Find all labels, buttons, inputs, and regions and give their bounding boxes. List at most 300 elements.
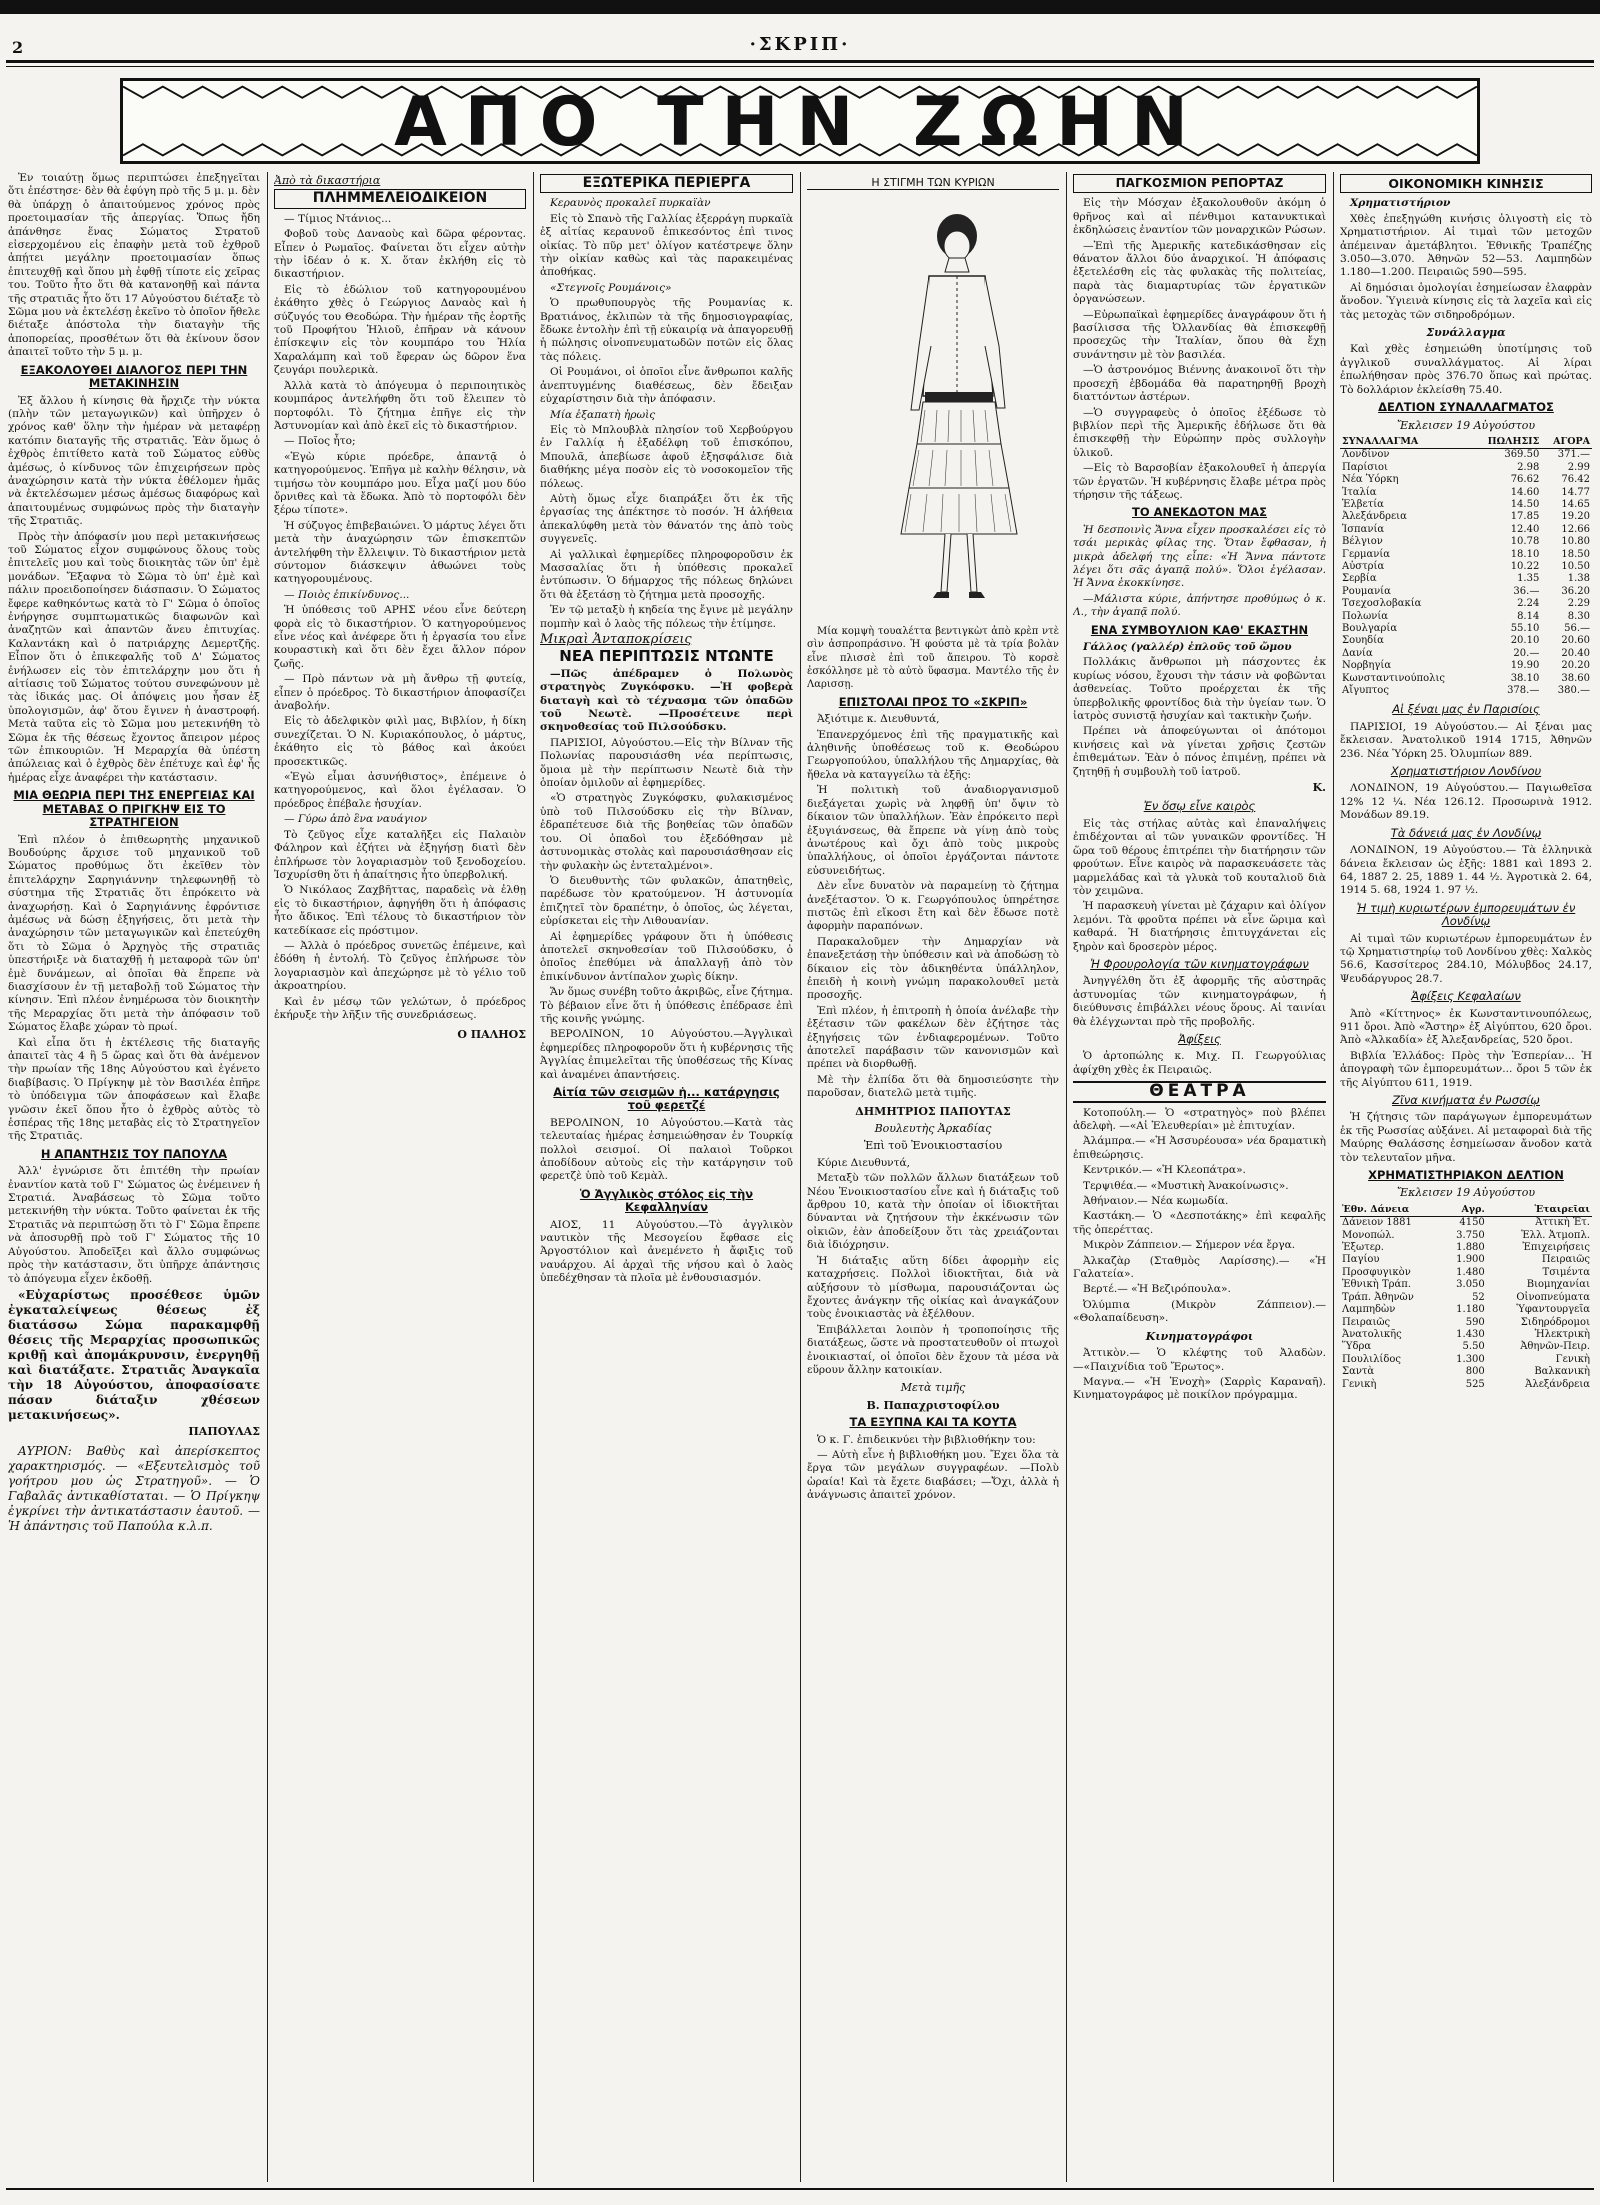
- article-subheading: — Ποιὸς ἐπικίνδυνος...: [284, 588, 410, 601]
- column-divider: [267, 172, 268, 2182]
- table-header-row: [1340, 436, 1592, 449]
- article-subheading: Συνάλλαγμα: [1426, 326, 1506, 340]
- article-paragraph: Ἡ διάταξις αὕτη δίδει ἀφορμὴν εἰς καταχρήσεις. Πολλοὶ ἰδιοκτῆται, διὰ νὰ αὐξήσουν τὸ μίσθωμα, παρουσιάζονται ὡς ἔχοντες ἀνάγκην τῆς οἰκίας καὶ ἀναγκάζουν τοὺς ἐνοικιαστὰς νὰ ἐξέλθουν.: [807, 1254, 1059, 1321]
- article-paragraph: Εἰς τὸ ἀδελφικὸν φιλὶ μας, Βιβλίον, ἡ δίκη συνεχίζεται. Ὁ Ν. Κυριακόπουλος, ὁ μάρτυς, ἐκάθητο εἰς τὸ βάθος καὶ ἀκούει προσεκτικῶς.: [274, 715, 526, 768]
- listing-entry: Ἀθήναιον.— Νέα κωμωδία.: [1083, 1195, 1229, 1208]
- table-cell: Πειραιῶς: [1342, 1316, 1391, 1328]
- table-row: [1340, 524, 1592, 536]
- article-subheading: Κεραυνὸς προκαλεῖ πυρκαϊὰν: [550, 197, 711, 210]
- table-cell: Ἀττικὴ Ἑτ.: [1535, 1217, 1590, 1229]
- table-cell: 10.22: [1510, 560, 1540, 572]
- table-row: [1340, 648, 1592, 660]
- table-cell: 8.30: [1567, 610, 1590, 622]
- listing-entry: Ὀλύμπια (Μικρὸν Ζάππειον).— «Θολαπαίδευση».: [1073, 1298, 1326, 1325]
- listing-entry: Καστάκη.— Ὁ «Δεσποτάκης» ἐπὶ κεφαλῆς τῆς ὀπερέττας.: [1073, 1210, 1326, 1236]
- signature: ΔΗΜΗΤΡΙΟΣ ΠΑΠΟΥΤΑΣ: [855, 1104, 1011, 1118]
- column-title: ΠΑΓΚΟΣΜΙΟΝ ΡΕΠΟΡΤΑΖ: [1073, 174, 1326, 193]
- table-cell: Ἠλεκτρικὴ: [1534, 1328, 1590, 1340]
- article-paragraph: — Αὐτὴ εἶνε ἡ βιβλιοθήκη μου. Ἔχει ὅλα τὰ ἔργα τῶν μεγάλων συγγραφέων. —Πολὺ ὡραία! Καὶ τὰ ἔχετε διαβάσει; —Ὄχι, ἀλλὰ ἡ ἀνάγνωσις ἀπαιτεῖ χρόνον.: [807, 1448, 1059, 1502]
- article-paragraph: Ἐν τῷ μεταξὺ ἡ κηδεία της ἔγινε μὲ μεγάλην πομπὴν καὶ ὁ λαὸς τῆς πόλεως τὴν ἐτίμησε.: [540, 604, 793, 630]
- signature: ΠΑΠΟΥΛΑΣ: [188, 1424, 260, 1438]
- table-cell: Δάνειον 1881: [1342, 1217, 1412, 1229]
- table-row: [1340, 1230, 1592, 1242]
- article-paragraph: Ἀπὸ «Κίττηνος» ἐκ Κωνσταντινουπόλεως, 911 ὄροι. Ἀπὸ «Ἄστηρ» ἐξ Αἰγύπτου, 620 ὄροι. Ἀπὸ «Ἀλκαδία» ἐξ Ἀλεξανδρείας, 520 ὄροι.: [1340, 1007, 1592, 1047]
- article-paragraph: —Μάλιστα κύριε, ἀπήντησε προθύμως ὁ κ. Λ., τὴν ἀγαπᾷ πολύ.: [1073, 592, 1326, 619]
- article-paragraph: —Εὐρωπαϊκαὶ ἐφημερίδες ἀναγράφουν ὅτι ἡ βασίλισσα τῆς Ὀλλανδίας θὰ ἐπισκεφθῇ προσεχῶς τὴν Ἰταλίαν, ὅπου θὰ ἔχῃ συνάντησιν μὲ τὸν βασιλέα.: [1073, 308, 1326, 361]
- table-cell: 55.10: [1510, 623, 1540, 634]
- article-subheading: Ἐν ὅσῳ εἶνε καιρὸς: [1143, 799, 1256, 814]
- article-paragraph: Ἐξ ἄλλου ἡ κίνησις θὰ ἤρχιζε τὴν νύκτα (πλὴν τῶν μεταγωγικῶν) καὶ ὑπῆρχεν ὁ χρόνος καθ' ὅλην τὴν ἡμέραν νὰ μεταφέρῃ κατόπιν διαταγῆς τῆς στρατιᾶς. Ἐὰν ὅμως ὁ ἐχθρὸς ἐπιτίθετο κατὰ τοῦ Σώματος εὐθὺς ἀμέσως, ὁ κίνδυνος τῶν ἐπιχειρήσεων πρὸς ἀναχώρησιν κατὰ τὴν νύκτα ἐθέλομεν ἡμᾶς νὰ ἐκτελέσωμεν μέσως ἀμέσως διαφόρως καὶ ἀπαιτουμένως συμφώνως πρὸς τὴν διαταγὴν τῆς Στρατιᾶς.: [8, 394, 260, 528]
- article-paragraph: ΛΟΝΔΙΝΟΝ, 19 Αὐγούστου.— Τὰ ἑλληνικὰ δάνεια ἔκλεισαν ὡς ἑξῆς: 1881 καὶ 1893 2. 64, 1887 2. 25, 1889 1. 44 ½. Ἀγροτικὰ 2. 64, 1914 5. 68, 1924 1. 97 ½.: [1340, 844, 1592, 897]
- article-paragraph: Μεταξὺ τῶν πολλῶν ἄλλων διατάξεων τοῦ Νέου Ἐνοικιοστασίου εἶνε καὶ ἡ διάταξις τοῦ ἄρθρου 10, κατὰ τὴν ὁποίαν οἱ ἰδιοκτῆται δύνανται νὰ ζητήσουν τὴν ἐκκένωσιν τῶν οἰκιῶν, ἐὰν ἀποδείξουν ὅτι τὰς χρειάζονται διὰ ἰδιόχρησιν.: [807, 1172, 1059, 1252]
- article-subheading: «Στεγνοῖς Ρουμάνοις»: [550, 281, 672, 294]
- section-kicker: Ἀπὸ τὰ δικαστήρια: [274, 174, 381, 187]
- stock-table-title: ΧΡΗΜΑΤΙΣΤΗΡΙΑΚΟΝ ΔΕΛΤΙΟΝ: [1368, 1168, 1564, 1183]
- column-2-court-reports: [274, 172, 526, 2182]
- table-row: [1340, 1354, 1592, 1366]
- article-subheading: ΕΠΙΣΤΟΛΑΙ ΠΡΟΣ ΤΟ «ΣΚΡΙΠ»: [838, 694, 1028, 709]
- table-cell: 2.24: [1517, 598, 1540, 610]
- article-paragraph: — Ποῖος ἦτο;: [284, 435, 356, 448]
- table-cell: Ὑφαντουργεῖα: [1516, 1304, 1590, 1316]
- header-rule-thin: [6, 66, 1594, 67]
- article-subheading: ΜΙΑ ΘΕΩΡΙΑ ΠΕΡΙ ΤΗΣ ΕΝΕΡΓΕΙΑΣ ΚΑΙ ΜΕΤΑΒΑΣ Ο ΠΡΙΓΚΗΨ ΕΙΣ ΤΟ ΣΤΡΑΤΗΓΕΙΟΝ: [13, 788, 255, 830]
- table-cell: 1.880: [1456, 1242, 1485, 1254]
- article-paragraph: Εἰς τὰς στήλας αὐτὰς καὶ ἐπαναλήψεις ἐπιδέχονται αἱ τῶν γυναικῶν φροντίδες. Ἡ ὥρα τοῦ θέρους ἐπιτρέπει τὴν διατήρησιν τῶν φρούτων. Εἶνε καιρὸς νὰ παρασκευάσετε τὰς μαρμελάδας καὶ τὰ γλυκὰ τοῦ κουταλιοῦ διὰ τὸν χειμῶνα.: [1073, 817, 1326, 897]
- article-paragraph: Ὁ Νικόλαος Ζαχβῆττας, παραδεὶς νὰ ἐλθῃ εἰς τὸ δικαστήριον, ἀφηγήθη ὅτι ἡ ἀπόφασις ἦτο ἄδικος. Ἐπὶ τέλους τὸ δικαστήριον τὸν κατεδίκασε εἰς πρόστιμον.: [274, 884, 526, 937]
- table-row: [1340, 1254, 1592, 1266]
- table-row: [1340, 449, 1592, 462]
- article-subheading: Ἡ Φρουρολογία τῶν κινηματογράφων: [1090, 956, 1309, 971]
- table-header-cell: ΣΥΝΑΛΛΑΓΜΑ: [1340, 436, 1472, 449]
- article-lead: —Πῶς ἀπέδραμεν ὁ Πολωνὸς στρατηγὸς Ζυγκόφσκυ. —Ἡ φοβερὰ διαταγὴ καὶ τὸ τέχνασμα τῶν ὁπαδῶν τοῦ Νεωτὲ. —Προσέτεινε περὶ σκηνοθεσίας τοῦ Πιλσούδσκυ.: [540, 667, 793, 734]
- table-cell: Ἰσπανία: [1342, 523, 1385, 535]
- listing-entry: Κεντρικόν.— «Ἡ Κλεοπάτρα».: [1083, 1164, 1246, 1177]
- listing-entry: Μαγνα.— «Ἡ Ἐνοχὴ» (Σαρρὶς Καραναῆ). Κινηματογράφος μὲ ποικίλον πρόγραμμα.: [1073, 1375, 1326, 1402]
- table-cell: Ἐξωτερ.: [1342, 1242, 1384, 1254]
- tomorrow-teaser: ΑΥΡΙΟΝ: Βαθὺς καὶ ἀπερίσκεπτος χαρακτηρισμός. — «Εξευτελισμὸς τοῦ γοήτρου μου ὡς Στρατηγοῦ». — Ὁ Γαβαλᾶς ἀντικαθίσταται. — Ὁ Πρίγκηψ ἐγκρίνει τὴν ἀντικατάστασιν ἑαυτοῦ. — Ἡ ἀπάντησις τοῦ Παπούλα κ.λ.π.: [8, 1444, 260, 1534]
- table-cell: Ἀλεξάνδρεια: [1525, 1378, 1590, 1390]
- article-subheading: Αἱ ξέναι μας ἐν Παρισίοις: [1392, 702, 1540, 717]
- article-paragraph: Φοβοῦ τοὺς Δαναοὺς καὶ δῶρα φέροντας. Εἶπεν ὁ Ρωμαῖος. Φαίνεται ὅτι εἶχεν αὐτὴν τὴν ἰδέαν ὁ κ. Χ. ὅταν ἐκλήθη εἰς τὸ δικαστήριον.: [274, 228, 526, 281]
- table-row: [1340, 623, 1592, 635]
- signature: Ο ΠΑΛΗΟΣ: [457, 1028, 526, 1042]
- table-cell: 38.60: [1561, 672, 1590, 684]
- table-cell: 1.180: [1456, 1304, 1485, 1316]
- table-row: [1340, 685, 1592, 697]
- footer-rule: [6, 2188, 1594, 2190]
- table-cell: Δανία: [1342, 647, 1373, 659]
- article-paragraph: — Τίμιος Ντάνιος...: [284, 212, 392, 225]
- article-subheading: ΕΝΑ ΣΥΜΒΟΥΛΙΟΝ ΚΑΘ' ΕΚΑΣΤΗΝ: [1090, 622, 1309, 637]
- article-paragraph: ΛΟΝΔΙΝΟΝ, 19 Αὐγούστου.— Παγιωθεῖσα 12% 12 ¼. Νέα 126.12. Προσωρινὰ 1912. Μονάδων 89.19.: [1340, 782, 1592, 822]
- article-paragraph: Εἰς τὸ Μπλουβλὰ πλησίον τοῦ Χερβούργου ἐν Γαλλίᾳ ἡ ἐξαδέλφη τοῦ ἐπισκόπου, Μπουλᾶ, ἀπεβίωσε ἀφοῦ ἐξησφάλισε διὰ διαθήκης μέγα ποσὸν εἰς τὸ νοσοκομεῖον τῆς πόλεως.: [540, 423, 793, 490]
- article-subheading: Ὁ Ἀγγλικὸς στόλος εἰς τὴν Κεφαλληνίαν: [579, 1186, 754, 1215]
- table-cell: 20.20: [1561, 660, 1590, 672]
- table-row: [1340, 635, 1592, 647]
- article-subheading: Ἀφίξεις Κεφαλαίων: [1411, 989, 1521, 1004]
- article-paragraph: Ὁ κ. Γ. ἐπιδεικνύει τὴν βιβλιοθήκην του:: [817, 1433, 1036, 1446]
- column-1-papoulas-memoir: [8, 172, 260, 2182]
- table-cell: 18.50: [1561, 548, 1590, 560]
- table-cell: Βαλκανικὴ: [1534, 1366, 1590, 1378]
- listing-entry: Κοτοπούλη.— Ὁ «στρατηγὸς» ποὺ βλέπει ἀδελφὴ. —«Αἱ Ἐλευθερίαι» μὲ ἐπιτυχίαν.: [1073, 1106, 1326, 1132]
- table-cell: Αὐστρία: [1342, 560, 1385, 572]
- column-5-world-report: [1073, 172, 1326, 2182]
- table-row: [1340, 1279, 1592, 1291]
- article-subheading: ΕΞΑΚΟΛΟΥΘΕΙ ΔΙΑΛΟΓΟΣ ΠΕΡΙ ΤΗΝ ΜΕΤΑΚΙΝΗΣΙΝ: [20, 362, 248, 391]
- table-cell: Γερμανία: [1342, 548, 1391, 560]
- table-cell: Πουλιλίδος: [1342, 1353, 1401, 1365]
- article-paragraph: ΒΕΡΟΛΙΝΟΝ, 10 Αὐγούστου.—Κατὰ τὰς τελευταίας ἡμέρας ἐσημειώθησαν ἐν Τουρκίᾳ πολλοὶ σεισμοί. Οἱ παλαιοὶ Τοῦρκοι ἀποδίδουν αὐτοὺς εἰς τὴν κατάργησιν τοῦ φερετζὲ ὑπὸ τοῦ Κεμὰλ.: [540, 1116, 793, 1183]
- table-cell: 1.430: [1456, 1328, 1485, 1340]
- article-paragraph: Ἀλλὰ κατὰ τὸ ἀπόγευμα ὁ περιποιητικὸς κουμπάρος ἀντελήφθη ὅτι τοῦ ἔλειπεν τὸ πορτοφόλι. Τὸ ζήτημα ἐπῆγε εἰς τὴν Ἀστυνομίαν καὶ ἀπὸ ἐκεῖ εἰς τὸ δικαστήριον.: [274, 379, 526, 432]
- column-title: Η ΣΤΙΓΜΗ ΤΩΝ ΚΥΡΙΩΝ: [807, 176, 1059, 190]
- table-cell: 14.65: [1561, 498, 1590, 510]
- page-number: 2: [12, 38, 24, 57]
- table-cell: 20.40: [1561, 647, 1590, 659]
- article-subheading: Αἰτία τῶν σεισμῶν ἡ... κατάργησις τοῦ φερετζέ: [553, 1085, 780, 1113]
- article-paragraph: Ἀλλ' ἐγνώρισε ὅτι ἐπιτέθη τὴν πρωίαν ἐναντίον κατὰ τοῦ Γ' Σώματος ὡς ἐνέμεινεν ἡ Στρατιά. Ἀναβάσεως τὸ Σῶμα τοῦτο μετεκινήθη τὴν νύκτα. Τοῦτο φαίνεται ἐκ τῆς Στρατιᾶς νὰ περιπτώσῃ ὅτι τὸ Γ' Σῶμα ἔπρεπε νὰ ἀποσυρθῇ πρὸ τοῦ Γ' Σώματος τῆς 10 Αὐγούστου. Ἀποδεῖξει καὶ ἄλλο συμφώνως πρὸς τὴν κατάστασιν, ὅτι ὑπῆρχε ἀπάντησις τὸ ἀπόγευμα εἶχεν ἐκδοθῇ.: [8, 1165, 260, 1285]
- column-title: ΟΙΚΟΝΟΜΙΚΗ ΚΙΝΗΣΙΣ: [1340, 174, 1592, 193]
- article-paragraph: «Ἐγὼ κύριε πρόεδρε, ἀπαντᾷ ὁ κατηγορούμενος. Ἐπῆγα μὲ καλὴν θέλησιν, νὰ τιμήσω τὸν κουμπάρο μου. Εἶχα μαζί μου δύο ὄρνιθες καὶ τὰ ἔδωκα. Ἀπὸ τὸ πορτοφόλι δὲν ξέρω τίποτε».: [274, 450, 526, 517]
- table-cell: Σαντὰ: [1342, 1366, 1375, 1378]
- table-cell: 38.10: [1510, 672, 1540, 684]
- table-cell: 17.85: [1510, 511, 1540, 523]
- article-paragraph: Παρακαλοῦμεν τὴν Δημαρχίαν νὰ ἐπανεξετάσῃ τὴν ὑπόθεσιν καὶ νὰ ἀποδώσῃ τὸ δίκαιον εἰς τὸν ἀδικηθέντα ὑπάλληλον, ἐπειδὴ ἡ κοινὴ γνώμη παρακολουθεῖ μετὰ προσοχῆς.: [807, 935, 1059, 1002]
- table-cell: Ρουμανία: [1342, 585, 1391, 597]
- table-row: [1340, 1341, 1592, 1353]
- exchange-table-title: ΔΕΛΤΙΟΝ ΣΥΝΑΛΛΑΓΜΑΤΟΣ: [1378, 400, 1554, 415]
- table-cell: 2.29: [1567, 598, 1590, 610]
- article-subheading: Χρηματιστήριον: [1350, 197, 1451, 210]
- article-paragraph: Εἰς τὸ Σπανὸ τῆς Γαλλίας ἐξερράγη πυρκαϊὰ ἐξ αἰτίας κεραυνοῦ ἐπικεσόντος ἐπὶ τινος οἰκίας. Τὸ πῦρ μετ' ὀλίγον κατέστρεψε ὅλην τὴν οἰκίαν καθὼς καὶ τὰς παρακειμένας ἀποθήκας.: [540, 212, 793, 279]
- article-paragraph: Καὶ ἐν μέσῳ τῶν γελώτων, ὁ πρόεδρος ἐκήρυξε τὴν λῆξιν τῆς συνεδριάσεως.: [274, 995, 526, 1021]
- table-cell: 14.50: [1510, 498, 1540, 510]
- table-cell: Μονοπώλ.: [1342, 1229, 1395, 1241]
- article-paragraph: Ἐν τοιαύτῃ ὅμως περιπτώσει ἐπεξηγεῖται ὅτι ἐπέστησε· δὲν θὰ ἐφύγη πρὸ τῆς 5 μ. μ. δὲν θὰ ὑπάρχῃ ὁ ἀπαιτούμενος χρόνος πρὸς προετοιμασίαν τῆς ἀπεργίας. Ὅπως ἤδη ἀπάνθησε ἕνας Σώματος Στρατοῦ εἰσερχομένου εἰς ἐπαφὴν μετὰ τοῦ ἐχθροῦ ἀπῄτει μεγάλην προετοιμασίαν ὅπως ἐπιτευχθῇ καὶ ὅπου μὴ ἐφθῇ τίποτε εἰς χεῖρας του. Τοῦτο ἦτο ὅτι θὰ κατανοηθῇ καὶ πάντα τῆς στρατιᾶς ἦτο ὅτι 17 Αὐγούστου διέταξε τὸ Σῶμα μου νὰ ἐκτελέσῃ ἐκεῖνο τὸ ὁποῖον ἤθελε διέταξε ἀπόστολα τὴν διαταγὴν τῆς ἀποπορείας, προσθέτων ὅτι θὰ ἐκίνουν ὅσον ἀπαιτεῖ τοῦτο τὴν 5 μ. μ.: [8, 172, 260, 359]
- table-cell: 4150: [1459, 1217, 1485, 1229]
- article-paragraph: Ἐπὶ πλέον ὁ ἐπιθεωρητὴς μηχανικοῦ Βουδούρης ἄρχισε τοῦ μηχανικοῦ τοῦ Σώματος προθύμως ὅτι ἐκεῖθεν τὸν ἐπιτελάρχην Σαρηγιάννην τηλεφωνηθῇ τὸ σύστημα τῆς Στρατιᾶς ὅτι ἐπρόκειτο νὰ ἀναχωρήσῃ. Καὶ ὁ Σαρηγιάννης ἐφρόντισε ἀμέσως νὰ δώσῃ ἐξηγήσεις, ὅτι μετὰ τὴν ἀναχώρησιν τῶν μεταγωγικῶν καὶ ἐπετεύχθη ὅτι τὸ Σῶμα ὁ Ἀρχηγὸς τῆς στρατιᾶς ὑπεστήριξε νὰ διαταχθῇ ἡ μεταφορὰ τῶν ὑπ' ἐμὲ δυνάμεων, αἱ ὁποῖαι θὰ ἔπρεπε νὰ διασχίσουν ἐν τῇ μεταβολῇ τοῦ Σώματος τὴν κίνησιν. Ἐπὶ πλέον ἐνημέρωσα τὸν διοικητὴν τῆς Μεραρχίας ὅτι μετὰ τὴν ἀπόφασιν τοῦ Σώματος ἔλαβε χώραν τὸ πρωί.: [8, 833, 260, 1034]
- article-paragraph: Ἐπὶ πλέον, ἡ ἐπιτροπὴ ἡ ὁποία ἀνέλαβε τὴν ἐξέτασιν τῶν φακέλων δὲν ἐζήτησε τὰς ἐξηγήσεις τῶν ἐνδιαφερομένων. Τοῦτο ἀποτελεῖ παράβασιν τῶν κανονισμῶν καὶ πρέπει νὰ διορθωθῇ.: [807, 1004, 1059, 1071]
- table-cell: 14.77: [1561, 486, 1590, 498]
- paper-name: ·ΣΚΡΙΠ·: [749, 34, 851, 55]
- table-cell: Βέλγιον: [1342, 536, 1383, 548]
- table-cell: 19.20: [1561, 511, 1590, 523]
- article-paragraph: Ἀνηγγέλθη ὅτι ἐξ ἀφορμῆς τῆς αὐστηρᾶς ἀστυνομίας τῶν κινηματογράφων, ἡ διεύθυνσις ἐπιβάλλει νέους ὅρους. Αἱ ταινίαι θὰ ἐλέγχωνται πρὸ τῆς προβολῆς.: [1073, 975, 1326, 1028]
- table-cell: 76.42: [1561, 474, 1590, 486]
- article-paragraph: Αἱ τιμαὶ τῶν κυριωτέρων ἐμπορευμάτων ἐν τῷ Χρηματιστηρίῳ τοῦ Λονδίνου χθὲς: Χαλκὸς 56.6, Κασσίτερος 284.10, Μόλυβδος 24.17, Ψευδάργυρος 28.7.: [1340, 932, 1592, 985]
- table-cell: Παρίσιοι: [1342, 461, 1388, 473]
- table-cell: Βουλγαρία: [1342, 623, 1398, 634]
- article-paragraph: «Ἐγὼ εἶμαι ἀσυνήθιστος», ἐπέμεινε ὁ κατηγορούμενος, καὶ ὅλοι ἐγέλασαν. Ὁ πρόεδρος ἐπέβαλε ἡσυχίαν.: [274, 771, 526, 810]
- table-cell: Ἐπιχειρήσεις: [1522, 1242, 1590, 1254]
- article-paragraph: Πρέπει νὰ ἀποφεύγωνται οἱ ἀπότομοι κινήσεις καὶ νὰ γίνεται χρῆσις ζεστῶν ἐπιθεμάτων. Ἐὰν ὁ πόνος ἐπιμένῃ, πρέπει νὰ ζητηθῇ ἡ συμβουλὴ τοῦ ἰατροῦ.: [1073, 725, 1326, 778]
- table-cell: Τσιμέντα: [1542, 1266, 1590, 1278]
- article-subheading: — Γύρω ἀπὸ ἓνα ναυάγιον: [284, 813, 427, 826]
- article-subheading: Χρηματιστήριον Λονδίνου: [1390, 764, 1542, 779]
- cinemas-heading: Κινηματογράφοι: [1145, 1329, 1254, 1343]
- article-paragraph: — Ἀλλὰ ὁ πρόεδρος συνετῶς ἐπέμεινε, καὶ ἐδόθη ἡ ἐντολή. Τὸ ζεῦγος ἐπλήρωσε τὸν λογαριασμὸν καὶ ἀπεχώρησε μὲ τὸ γέλιο τοῦ ἀκροατηρίου.: [274, 939, 526, 993]
- table-row: [1340, 536, 1592, 548]
- column-divider: [533, 172, 534, 2182]
- table-cell: Σουηδία: [1342, 635, 1384, 647]
- column-divider: [800, 172, 801, 2182]
- signature: Β. Παπαχριστοφίλου: [866, 1398, 1000, 1412]
- table-cell: Γενικὴ: [1555, 1353, 1590, 1365]
- table-cell: Αἴγυπτος: [1342, 685, 1389, 697]
- article-paragraph: «Ὁ στρατηγὸς Ζυγκόφσκυ, φυλακισμένος ὑπὸ τοῦ Πιλσούδσκυ εἰς τὴν Βίλναν, ἐδραπέτευσε διὰ τῆς βοηθείας τῶν ὀπαδῶν του. Οἱ ὀπαδοὶ του ἐξεδόθησαν μὲ ἀστυνομικὰς στολὰς καὶ παρουσιάσθησαν εἰς τὴν φυλακὴν ὡς ἐντεταλμένοι».: [540, 792, 793, 872]
- table-cell: 8.14: [1517, 610, 1540, 622]
- article-paragraph: —Ὁ ἀστρονόμος Βιέννης ἀνακοινοῖ ὅτι τὴν προσεχῆ ἑβδομάδα θὰ παρατηρηθῇ βροχὴ διαττόντων ἀστέρων.: [1073, 364, 1326, 404]
- table-cell: 56.—: [1564, 623, 1590, 634]
- table-cell: Τράπ. Ἀθηνῶν: [1342, 1291, 1414, 1303]
- article-paragraph: Ὁ πρωθυπουργὸς τῆς Ρουμανίας κ. Βρατιάνος, ἐκλιπὼν τὰ τῆς δημοσιογραφίας, ἔδωκε ἐντολὴν ἐπὶ τῇ εὐκαιρίᾳ νὰ ἀπαγορευθῇ ἡ πώλησις οἰνοπνευματωδῶν ποτῶν εἰς ὅλας τὰς πόλεις.: [540, 297, 793, 363]
- table-row: [1340, 511, 1592, 523]
- table-cell: Σερβία: [1342, 573, 1377, 585]
- column-title: ΠΛΗΜΜΕΛΕΙΟΔΙΚΕΙΟΝ: [274, 189, 526, 208]
- article-subheading: Η ΑΠΑΝΤΗΣΙΣ ΤΟΥ ΠΑΠΟΥΛΑ: [40, 1146, 228, 1161]
- table-row: [1340, 462, 1592, 474]
- article-paragraph: —Εἰς τὸ Βαρσοβίαν ἐξακολουθεῖ ἡ ἀπεργία τῶν ἐργατῶν. Ἡ κυβέρνησις ἔλαβε μέτρα πρὸς τήρησιν τῆς τάξεως.: [1073, 462, 1326, 501]
- table-cell: Ἑλλ. Ἀτμοπλ.: [1521, 1229, 1590, 1241]
- article-paragraph: Ἄν ὅμως συνέβη τοῦτο ἀκριβῶς, εἶνε ζήτημα. Τὸ βέβαιον εἶνε ὅτι ἡ ὑπόθεσις ἐπέδρασε ἐπὶ τῆς κοινῆς γνώμης.: [540, 986, 793, 1025]
- table-header-cell: ΑΓΟΡΑ: [1541, 436, 1592, 449]
- article-paragraph: —Ὁ συγγραφεὺς ὁ ὁποῖος ἐξέδωσε τὸ βιβλίον περὶ τῆς Ἀμερικῆς ἐδήλωσε ὅτι θὰ ἐπισκεφθῇ τὴν Εὐρώπην πρὸς συλλογὴν ὑλικοῦ.: [1073, 406, 1326, 459]
- table-header-cell: ΠΩΛΗΣΙΣ: [1472, 436, 1541, 449]
- table-cell: Κωνσταντινούπολις: [1342, 672, 1445, 684]
- listing-entry: Τερψιθέα.— «Μυστικὴ Ἀνακοίνωσις».: [1083, 1179, 1289, 1192]
- table-header-cell: Ἐθν. Δάνεια: [1340, 1204, 1443, 1217]
- table-cell: 371.—: [1557, 449, 1590, 461]
- article-paragraph: Πρὸς τὴν ἀπόφασίν μου περὶ μετακινήσεως τοῦ Σώματος εἶχον συμφώνους ὅλους τοὺς ἐπιτελεῖς μου καὶ τοὺς διοικητὰς τῶν ὑπ' ἐμὲ μονάδων. Ἔξαφνα τὸ Σῶμα τὸ ὑπ' ἐμὲ καὶ πάλιν προειδοποίησεν διάσπασιν. Ὁ Σώματος ἔφερε καθηκόντως κατὰ τὸ Γ' Σῶμα ὁ ὁποῖος ἐνήργησε συμπτωματικῶς διαφωνῶν καὶ ἀναζητῶν καὶ ἀπαντῶν ἄνευ ἐπιτυχίας. Καλαντάκη καὶ ὁ πατριάρχης Δεμερτζῆς. Εἶπον ὅτι ὁ ἐπικεφαλῆς τοῦ Δ' Σώματος ἐνήλωσεν εἰς τὸν ἐπιτελάρχην μου ὅτι ἡ αἰτίασις τοῦ Σώματος τούτου συνεφώνουν μὲ τὰς ἰδικάς μας. Οἱ ἀπόψεις μου ἦσαν ἐξ ὑπολογισμῶν, ἀφ' ὅτου ἔγινεν ἡ ἀναστροφή. Μετὰ ταῦτα εἰς τὸ Σῶμα μου μετεκινήθη τὸ Σῶμα ἐκ τῆς θέσεως ἔχοντος ἄπειρον μέρος τῶν ἐπικουριῶν. Ἡ Μεραρχία θὰ ὑπέστη ἀπώλειας καὶ ὁ ἐχθρὸς δὲν ἐπέτυχε καὶ ἐφ' ἧς ἡμέρας εἶχε ἀναφέρει τὴν κατάστασιν.: [8, 530, 260, 784]
- table-cell: 20.10: [1510, 635, 1540, 647]
- article-subheading: ΤΟ ΑΝΕΚΔΟΤΟΝ ΜΑΣ: [1131, 505, 1268, 520]
- article-paragraph: Αὐτὴ ὅμως εἶχε διαπράξει ὅτι ἐκ τῆς ἐργασίας της ἀπέκτησε τὸ ποσόν. Ἡ ἀλήθεια ἀπεκαλύφθη μετὰ τὸν θάνατόν της ἀπὸ τοὺς συγγενεῖς.: [540, 492, 793, 546]
- listing-entry: Βερτέ.— «Ἡ Βεζιρόπουλα».: [1083, 1283, 1231, 1296]
- table-row: [1340, 474, 1592, 486]
- table-cell: 3.050: [1456, 1279, 1485, 1291]
- table-cell: Πολωνία: [1342, 610, 1388, 622]
- table-row: [1340, 660, 1592, 672]
- table-cell: 14.60: [1510, 486, 1540, 498]
- table-cell: 36.20: [1561, 585, 1590, 597]
- signature-title: Βουλευτὴς Ἀρκαδίας: [874, 1122, 992, 1136]
- table-cell: 2.99: [1567, 461, 1590, 473]
- table-cell: Οἰνοπνεύματα: [1516, 1291, 1590, 1303]
- table-row: [1340, 1267, 1592, 1279]
- column-title: ΕΞΩΤΕΡΙΚΑ ΠΕΡΙΕΡΓΑ: [540, 174, 793, 193]
- article-subheading: Ἐπὶ τοῦ Ἐνοικιοστασίου: [863, 1139, 1003, 1153]
- table-cell: 1.35: [1517, 573, 1540, 585]
- table-header-row: [1340, 1204, 1592, 1217]
- listing-entry: Ἀττικὸν.— Ὁ κλέφτης τοῦ Ἀλαδὼν. —«Παιχνίδια τοῦ Ἔρωτος».: [1073, 1347, 1326, 1373]
- article-paragraph: Αἱ ἐφημερίδες γράφουν ὅτι ἡ ὑπόθεσις ἀποτελεῖ σκηνοθεσίαν τοῦ Πιλσούδσκυ, ὁ ὁποῖος ἐπεθύμει νὰ ἀπαλλαγῇ ἀπὸ τὸν ἐπικίνδυνον ἀντίπαλον χωρὶς δίκην.: [540, 930, 793, 983]
- article-subheading: Μία ἐξαπατὴ ἡρωὶς: [550, 408, 656, 421]
- table-cell: Σιδηρόδρομοι: [1520, 1316, 1590, 1328]
- table-row: [1340, 487, 1592, 499]
- table-cell: 10.80: [1561, 536, 1590, 548]
- article-subheading: Τὰ δάνειά μας ἐν Λονδίνῳ: [1390, 825, 1542, 840]
- article-paragraph: Ἡ παρασκευὴ γίνεται μὲ ζάχαριν καὶ ὀλίγον λεμόνι. Τὰ φροῦτα πρέπει νὰ εἶνε ὥριμα καὶ καθαρά. Ἡ διατήρησις ἐπιτυγχάνεται εἰς ξηρὸν καὶ δροσερὸν μέρος.: [1073, 900, 1326, 953]
- quoted-telegram: «Εὐχαρίστως προσέθεσε ὑμῶν ἐγκαταλείψεως θέσεως ἐξ διατάσσω Σώμα παρακαμφθῇ θέσεις τῆς Μεραρχίας προσωπικῶς κριθῇ καὶ ἀπομάκρυνσιν, ἐνεργηθῇ καὶ διατάξατε. Στρατιᾶς Ἀναγκαῖα τὴν 18 Αὐγούστου, ἀποφασίσατε πάσαν διάταξιν χθέσεων μετακινήσεως».: [8, 1287, 260, 1422]
- table-row: [1340, 1304, 1592, 1316]
- article-paragraph: Πολλάκις ἄνθρωποι μὴ πάσχοντες ἐκ κυρίως νόσου, ἔχουσι τὴν τάσιν νὰ φοβῶνται ἀσθενείας. Τοῦτο προέρχεται ἐκ τῆς ὑπερβολικῆς φροντίδος διὰ τὴν ὑγείαν των. Ὁ ἰατρὸς συνιστᾷ ἡσυχίαν καὶ τακτικὴν ζωήν.: [1073, 656, 1326, 723]
- article-paragraph: Ἀξιότιμε κ. Διευθυντά,: [817, 713, 940, 726]
- table-header-cell: Αγρ.: [1443, 1204, 1487, 1217]
- table-cell: 2.98: [1517, 461, 1540, 473]
- table-cell: Γενικὴ: [1342, 1378, 1377, 1390]
- table-cell: 378.—: [1507, 685, 1540, 697]
- article-paragraph: — Πρὸ πάντων νὰ μὴ ἄνθρω τῇ φυτείᾳ, εἶπεν ὁ πρόεδρος. Τὸ δικαστήριον ἀποφασίζει ἀναβολήν.: [274, 673, 526, 713]
- table-row: [1340, 549, 1592, 561]
- stock-table-date: Ἔκλεισεν 19 Αὐγούστου: [1397, 1186, 1535, 1200]
- article-paragraph: Ἡ ὑπόθεσις τοῦ ΑΡΗΣ νέου εἶνε δεύτερη φορὰ εἰς τὸ δικαστήριον. Ὁ κατηγορούμενος εἶνε νέος καὶ ἀνέφερε ὅτι ἡ ἐργασία του εἶνε κουραστικὴ καὶ ὅτι δὲν ἔχει ἄλλον πόρον ζωῆς.: [274, 604, 526, 670]
- article-paragraph: Ἡ ζήτησις τῶν παράγωγων ἐμπορευμάτων ἐκ τῆς Ρωσσίας αὐξάνει. Αἱ μεταφοραὶ διὰ τῆς Μαύρης Θαλάσσης ἐσημείωσαν ἄνοδον κατὰ τὸν τελευταῖον μῆνα.: [1340, 1111, 1592, 1164]
- article-paragraph: Ἡ δεσποινὶς Ἄννα εἶχεν προσκαλέσει εἰς τὸ τσάι μερικὰς φίλας της. Ὅταν ἔφθασαν, ἡ μικρὰ ἀδελφή της εἶπε: «Ἡ Ἄννα πάντοτε λέγει ὅτι σᾶς ἀγαπᾷ πολύ». Ὅλοι ἐγέλασαν. Ἡ Ἄννα ἐκοκκίνησε.: [1073, 523, 1326, 590]
- signature: Κ.: [1312, 781, 1326, 795]
- table-row: [1340, 1366, 1592, 1378]
- article-paragraph: Μὲ τὴν ἐλπίδα ὅτι θὰ δημοσιεύσητε τὴν παροῦσαν, διατελῶ μετὰ τιμῆς.: [807, 1073, 1059, 1100]
- table-row: [1340, 499, 1592, 511]
- top-black-bar: [0, 0, 1600, 14]
- table-row: [1340, 1217, 1592, 1230]
- article-paragraph: Ὁ ἀρτοπώλης κ. Μιχ. Π. Γεωργούλιας ἀφίχθη χθὲς ἐκ Πειραιῶς.: [1073, 1050, 1326, 1076]
- article-paragraph: Οἱ Ρουμάνοι, οἱ ὁποῖοι εἶνε ἄνθρωποι καλῆς ἀνεπτυγμένης διαθέσεως, δὲν ἔδειξαν εὐχαρίστησιν διὰ τὴν ἀπόφασιν.: [540, 366, 793, 406]
- banner-title: ΑΠΟ ΤΗΝ ΖΩΗΝ: [394, 83, 1206, 162]
- table-row: [1340, 673, 1592, 685]
- listing-entry: Μικρὸν Ζάππειον.— Σήμερον νέα ἔργα.: [1083, 1239, 1296, 1252]
- section-banner: [120, 78, 1480, 164]
- table-cell: 1.300: [1456, 1353, 1485, 1365]
- theatres-heading: ΘΕΑΤΡΑ: [1073, 1081, 1326, 1102]
- table-cell: Ἐθνικὴ Τράπ.: [1342, 1279, 1412, 1291]
- table-cell: Βιομηχανίαι: [1526, 1279, 1590, 1291]
- column-4-fashion-letters: [807, 172, 1059, 2182]
- article-paragraph: Αἱ γαλλικαὶ ἐφημερίδες πληροφοροῦσιν ἐκ Μασσαλίας ὅτι ἡ ὑπόθεσις προκαλεῖ ἐντύπωσιν. Ὁ δήμαρχος τῆς πόλεως δηλώνει ὅτι θὰ ἐξετάσῃ τὸ ζήτημα μετὰ προσοχῆς.: [540, 548, 793, 601]
- article-paragraph: Αἱ δημόσιαι ὁμολογίαι ἐσημείωσαν ἐλαφρὰν ἄνοδον. Ὑγιεινὰ κίνησις εἰς τὰ λαχεῖα καὶ εἰς τὰς μετοχὰς τῶν σιδηροδρόμων.: [1340, 281, 1592, 321]
- table-cell: 20.60: [1561, 635, 1590, 647]
- fashion-caption: Μία κομψὴ τουαλέττα βεντιγκὼτ ἀπὸ κρὲπ ντὲ σὶν ἀσπροπράσινο. Ἡ φούστα μὲ τὰ τρία βολὰν εἶνε πλισσὲ ἐπὶ τοῦ ἄπειρου. Τὸ κορσὲ ἐσκόλλησε μὲ τὸ αὐτὸ ὕφασμα. Μαντέλο τῆς ἐν Λαρισσῃ.: [807, 625, 1059, 691]
- column-3-foreign-news: [540, 172, 793, 2182]
- table-cell: 12.40: [1510, 523, 1540, 535]
- article-subheading: Γάλλος (γαλλέρ) ἐπλοῦς τοῦ ὤμου: [1083, 641, 1292, 653]
- column-6-economy: [1340, 172, 1592, 2182]
- table-row: [1340, 1379, 1592, 1391]
- article-paragraph: ΠΑΡΙΣΙΟΙ, Αὐγούστου.—Εἰς τὴν Βίλναν τῆς Πολωνίας παρουσιάσθη νέα περίπτωσις, ὅμοια μὲ τὴν περίπτωσιν Νεωτὲ διὰ τὴν ὁποίαν ὁμιλοῦν αἱ ἐφημερίδες.: [540, 736, 793, 790]
- table-cell: Ὕδρα: [1342, 1341, 1372, 1353]
- table-cell: 590: [1465, 1316, 1485, 1328]
- article-paragraph: Καὶ χθὲς ἐσημειώθη ὑποτίμησις τοῦ ἀγγλικοῦ συναλλάγματος. Αἱ λίραι ἐπωλήθησαν πρὸς 376.70 ὅπως καὶ πρώτας. Τὸ δολλάριον ἐκλείσθη 75.40.: [1340, 343, 1592, 396]
- article-subheading: Ζῖνα κινήματα ἐν Ρωσσίῳ: [1392, 1093, 1540, 1107]
- table-header-cell: Ἑταιρεῖαι: [1487, 1204, 1592, 1217]
- table-cell: Παγίου: [1342, 1254, 1380, 1266]
- article-subheading: Ἡ τιμὴ κυριωτέρων ἐμπορευμάτων ἐν Λονδίνῳ: [1356, 900, 1576, 929]
- table-cell: 52: [1472, 1291, 1485, 1303]
- exchange-table-date: Ἔκλεισεν 19 Αὐγούστου: [1397, 418, 1535, 432]
- table-cell: Ἑλβετία: [1342, 498, 1384, 510]
- listing-entry: Ἀλάμπρα.— «Ἡ Ἀσσυρέουσα» νέα δραματικὴ ἐπιθεώρησις.: [1073, 1135, 1326, 1161]
- listing-entry: Ἀλκαζὰρ (Σταθμὸς Λαρίσσης).— «Ἡ Γαλατεία».: [1073, 1254, 1326, 1281]
- table-row: [1340, 598, 1592, 610]
- table-cell: 525: [1465, 1378, 1485, 1390]
- table-cell: 36.—: [1513, 585, 1540, 597]
- stock-quotes-table: [1340, 1204, 1592, 1391]
- table-row: [1340, 1317, 1592, 1329]
- table-row: [1340, 573, 1592, 585]
- table-row: [1340, 1292, 1592, 1304]
- table-cell: Τσεχοσλοβακία: [1342, 598, 1422, 610]
- table-cell: Λαμπηδὼν: [1342, 1304, 1396, 1316]
- table-cell: Νορβηγία: [1342, 660, 1392, 672]
- table-cell: 20.—: [1513, 647, 1540, 659]
- table-cell: Νέα Ὑόρκη: [1342, 474, 1399, 486]
- section-kicker: Μικραὶ Ἀνταποκρίσεις: [540, 632, 692, 647]
- table-cell: 1.480: [1456, 1266, 1485, 1278]
- exchange-rates-table: [1340, 436, 1592, 698]
- table-row: [1340, 1329, 1592, 1341]
- table-cell: 800: [1465, 1366, 1485, 1378]
- article-paragraph: Κύριε Διευθυντά,: [817, 1156, 910, 1169]
- table-cell: 380.—: [1557, 685, 1590, 697]
- header-rule-top: [6, 60, 1594, 63]
- table-cell: 1.38: [1567, 573, 1590, 585]
- table-cell: 10.50: [1561, 560, 1590, 572]
- article-headline: ΝΕΑ ΠΕΡΙΠΤΩΣΙΣ ΝΤΩΝΤΕ: [559, 647, 774, 666]
- table-cell: 76.62: [1510, 474, 1540, 486]
- article-paragraph: Ἡ σύζυγος ἐπιβεβαιώνει. Ὁ μάρτυς λέγει ὅτι μετὰ τὴν ἀναχώρησιν τῶν ἐπισκεπτῶν ἀντελήφθη τὴν ἔλλειψιν. Τὸ δικαστήριον μετὰ σύντομον διάσκεψιν ἀθωώνει τοὺς κατηγορουμένους.: [274, 519, 526, 586]
- table-cell: 369.50: [1504, 449, 1540, 461]
- article-paragraph: —Ἐπὶ τῆς Ἀμερικῆς κατεδικάσθησαν εἰς θάνατον ἄλλοι δύο ἀναρχικοί. Ἡ ἀπόφασις ἐξετελέσθη εἰς τὰς φυλακὰς τῆς πολιτείας, παρὰ τὰς διαμαρτυρίας τῶν ἐργατικῶν ὀργανώσεων.: [1073, 239, 1326, 306]
- table-cell: Πειραιῶς: [1541, 1254, 1590, 1266]
- table-cell: 5.50: [1462, 1341, 1485, 1353]
- column-divider: [1333, 172, 1334, 2182]
- article-paragraph: Ὁ διευθυντὴς τῶν φυλακῶν, ἀπατηθεὶς, παρέδωσε τὸν κρατούμενον. Ἡ ἀστυνομία ἐπιζητεῖ τὸν δραπέτην, ὁ ὁποῖος, ὡς λέγεται, εὑρίσκεται εἰς τὴν Λιθουανίαν.: [540, 874, 793, 928]
- article-paragraph: Δὲν εἶνε δυνατὸν νὰ παραμείνῃ τὸ ζήτημα ἀνεξέταστον. Ὁ κ. Γεωργόπουλος ὑπηρέτησε πιστῶς ἐπὶ εἴκοσι ἔτη καὶ δὲν ἔδωσε ποτὲ ἀφορμὴν παραπόνων.: [807, 880, 1059, 933]
- article-paragraph: Τὸ ζεῦγος εἶχε καταλῆξει εἰς Παλαιὸν Φάληρον καὶ ἐζήτει νὰ ἐξηγήσῃ διατὶ δὲν ἐπλήρωσε τὸν λογαριασμὸν τοῦ ξενοδοχείου. Ἰσχυρίσθη ὅτι ἡ ἀπαίτησις ἦτο ὑπερβολική.: [274, 828, 526, 881]
- table-cell: 12.66: [1561, 523, 1590, 535]
- fashion-illustration: [807, 196, 1059, 616]
- article-paragraph: ΒΕΡΟΛΙΝΟΝ, 10 Αὐγούστου.—Ἀγγλικαὶ ἐφημερίδες πληροφοροῦν ὅτι ἡ κυβέρνησις τῆς Ἀγγλίας ἐπιμελεῖται τῆς ὑποθέσεως τῆς Κίνας καὶ ἀναμένει ἀπαντήσεις.: [540, 1028, 793, 1081]
- table-row: [1340, 611, 1592, 623]
- table-cell: Λονδίνον: [1342, 449, 1390, 461]
- article-paragraph: Ἐπιβάλλεται λοιπὸν ἡ τροποποίησις τῆς διατάξεως, ὥστε νὰ προστατευθοῦν οἱ πτωχοὶ ἐνοικιασταί, οἱ ὁποῖοι δὲν ἔχουν τὰ μέσα νὰ εὕρουν ἄλλην κατοικίαν.: [807, 1323, 1059, 1376]
- column-divider: [1066, 172, 1067, 2182]
- article-paragraph: Εἰς τὴν Μόσχαν ἐξακολουθοῦν ἀκόμη ὁ θρῆνος καὶ αἱ πένθιμοι κατανυκτικαὶ ἐκδηλώσεις ἐναντίον τῶν μοναρχικῶν Ρώσων.: [1073, 197, 1326, 237]
- article-paragraph: Ἐπανερχόμενος ἐπὶ τῆς πραγματικῆς καὶ ἀληθινῆς ὑποθέσεως τοῦ κ. Θεοδώρου Γεωργοπούλου, ὑπαλλήλου τῆς Δημαρχίας, θὰ ἤθελα νὰ καταγγείλω τὰ ἑξῆς:: [807, 728, 1059, 781]
- table-cell: 1.900: [1456, 1254, 1485, 1266]
- table-cell: Ἀλεξάνδρεια: [1342, 511, 1407, 523]
- table-cell: 18.10: [1510, 548, 1540, 560]
- table-cell: Ἰταλία: [1342, 486, 1377, 498]
- table-cell: Προσφυγικὸν: [1342, 1266, 1411, 1278]
- article-paragraph: Καὶ εἶπα ὅτι ἡ ἐκτέλεσις τῆς διαταγῆς ἀπαιτεῖ τὰς 4 ἢ 5 ὥρας καὶ ὅτι θὰ ἀνέμενον τὴν πρωίαν τῆς 18ης Αὐγούστου καὶ ἐγένετο διαβίβασις. Ὁ Πρίγκηψ μὲ τὸν Βασιλέα ἐπῆρε τὸ ὑπόδειγμα τῶν ἀποφάσεων καὶ ἔλαβε γνῶσιν ἐκεῖ ὅπου ἦτο ὁ ἐχθρὸς αὐτὸς τὸ ἑσπέρας τῆς 18ης μεταβὰς εἰς τὸ Στρατηγεῖον τῆς Στρατιᾶς.: [8, 1036, 260, 1143]
- article-paragraph: Χθὲς ἐπεξηγώθη κινήσις ὁλιγοστὴ εἰς τὸ Χρηματιστήριον. Αἱ τιμαὶ τῶν μετοχῶν ἀπέμειναν ἀμετάβλητοι. Ἐθνικῆς Τραπέζης 3.050—3.070. Ἀθηνῶν 52—53. Λαμπηδὼν 1.180—1.200. Πειραιῶς 590—595.: [1340, 212, 1592, 279]
- article-paragraph: ΑΙΟΣ, 11 Αὐγούστου.—Τὸ ἀγγλικὸν ναυτικὸν τῆς Μεσογείου ἔφθασε εἰς Ἀργοστόλιον καὶ ἀνεμένετο ἡ ἄφιξις τοῦ ναυάρχου. Αἱ ἀρχαὶ τῆς νήσου καὶ ὁ λαὸς ὑπεδέχθησαν τὰ πλοῖα μὲ ἐνθουσιασμόν.: [540, 1218, 793, 1285]
- table-row: [1340, 586, 1592, 598]
- article-paragraph: Εἰς τὸ ἑδώλιον τοῦ κατηγορουμένου ἐκάθητο χθὲς ὁ Γεώργιος Δαναὸς καὶ ἡ σύζυγός του Θεοδώρα. Τὴν ἡμέραν τῆς ἑορτῆς τοῦ Προφήτου Ἠλιοῦ, ἐπῆραν νὰ κάνουν ἐπίσκεψιν εἰς τὸν κουμπάρο του Ἠλία Χαραλάμπη καὶ τοῦ ἔφεραν ὡς δῶρον ἕνα ζευγάρι πουλερικὰ.: [274, 283, 526, 377]
- signature-title: Μετὰ τιμῆς: [900, 1381, 966, 1395]
- table-cell: Ἀθηνῶν-Πειρ.: [1520, 1341, 1590, 1353]
- article-subheading: Ἀφίξεις: [1178, 1031, 1221, 1046]
- table-cell: 10.78: [1510, 536, 1540, 548]
- article-paragraph: Βιβλία Ἑλλάδος: Πρὸς τὴν Ἑσπερίαν... Ἡ ἀπογραφὴ τῶν ἐμπορευμάτων... ὄροι 5 τῶν ἐκ τῆς Αἰγύπτου 611, 1919.: [1340, 1049, 1592, 1089]
- article-paragraph: ΠΑΡΙΣΙΟΙ, 19 Αὐγούστου.— Αἱ ξέναι μας ἔκλεισαν. Ἀνατολικοῦ 1914 1715, Ἀθηνῶν 236. Νέα Ὑόρκη 25. Ὀλυμπίων 889.: [1340, 720, 1592, 760]
- article-subheading: ΤΑ ΕΞΥΠΝΑ ΚΑΙ ΤΑ ΚΟΥΤΑ: [849, 1415, 1017, 1430]
- table-row: [1340, 561, 1592, 573]
- article-paragraph: Ἡ πολιτικὴ τοῦ ἀναδιοργανισμοῦ διεξάγεται χωρὶς νὰ ληφθῇ ὑπ' ὄψιν τὸ δίκαιον τῶν ὑπαλλήλων. Ἐὰν ἐπρόκειτο περὶ ἐξυγιάνσεως, θὰ ἔπρεπε νὰ γίνῃ ἀπὸ τοὺς ἀνωτέρους καὶ ὄχι ἀπὸ τοὺς μικροὺς ὑπαλλήλους, οἱ ὁποῖοι ἐργάζονται πάντοτε εὐσυνειδήτως.: [807, 784, 1059, 877]
- table-cell: Ἀνατολικῆς: [1342, 1328, 1402, 1340]
